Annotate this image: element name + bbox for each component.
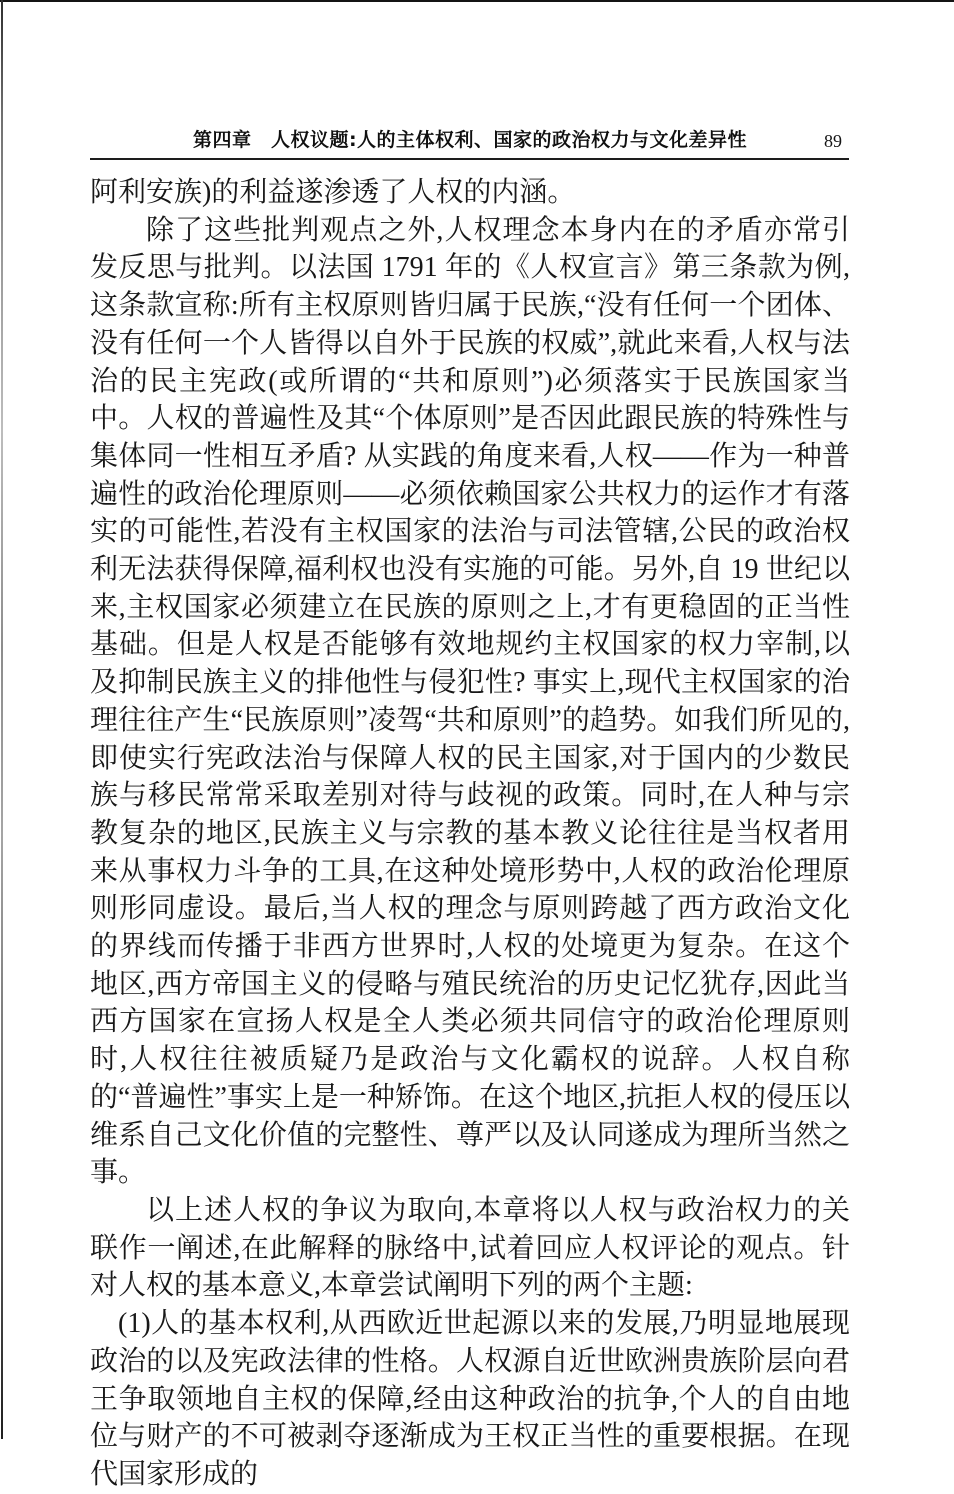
chapter-running-title: 第四章 人权议题:人的主体权利、国家的政治权力与文化差异性 [192, 129, 748, 151]
paragraph: 阿利安族)的利益遂渗透了人权的内涵。 [90, 177, 576, 208]
paragraph: (1)人的基本权利,从西欧近世起源以来的发展,乃明显地展现政治的以及宪政法律的性格。人权源自近世欧洲贵族阶层向君王争取领地自主权的保障,经由这种政治的抗争,个人的自由地位与财产的不可被剥夺逐渐成为王权正当性的重要根据。在现代国家形成的 [90, 1308, 850, 1490]
body-text [90, 174, 850, 1494]
scan-edge-left [1, 0, 3, 1439]
running-head [90, 128, 850, 154]
scan-edge-top [0, 0, 954, 2]
page-number: 89 [824, 131, 842, 151]
header-rule [90, 158, 849, 160]
paragraph: 除了这些批判观点之外,人权理念本身内在的矛盾亦常引发反思与批判。以法国 1791 年的《人权宣言》第三条款为例,这条款宣称:所有主权原则皆归属于民族,“没有任何一个团体、没有任何一个人皆得以自外于民族的权威”,就此来看,人权与法治的民主宪政(或所谓的“共和原则”)必须落实于民族国家当中。人权的普遍性及其“个体原则”是否因此跟民族的特殊性与集体同一性相互矛盾? 从实践的角度来看,人权——作为一种普遍性的政治伦理原则——必须依赖国家公共权力的运作才有落实的可能性,若没有主权国家的法治与司法管辖,公民的政治权利无法获得保障,福利权也没有实施的可能。另外,自 19 世纪以来,主权国家必须建立在民族的原则之上,才有更稳固的正当性基础。但是人权是否能够有效地规约主权国家的权力宰制,以及抑制民族主义的排他性与侵犯性? 事实上,现代主权国家的治理往往产生“民族原则”凌驾“共和原则”的趋势。如我们所见的,即使实行宪政法治与保障人权的民主国家,对于国内的少数民族与移民常常采取差别对待与歧视的政策。同时,在人种与宗教复杂的地区,民族主义与宗教的基本教义论往往是当权者用来从事权力斗争的工具,在这种处境形势中,人权的政治伦理原则形同虚设。最后,当人权的理念与原则跨越了西方政治文化的界线而传播于非西方世界时,人权的处境更为复杂。在这个地区,西方帝国主义的侵略与殖民统治的历史记忆犹存,因此当西方国家在宣扬人权是全人类必须共同信守的政治伦理原则时,人权往往被质疑乃是政治与文化霸权的说辞。人权自称的“普遍性”事实上是一种矫饰。在这个地区,抗拒人权的侵压以维系自己文化价值的完整性、尊严以及认同遂成为理所当然之事。 [90, 214, 850, 1189]
paragraph: 以上述人权的争议为取向,本章将以人权与政治权力的关联作一阐述,在此解释的脉络中,试着回应人权评论的观点。针对人权的基本意义,本章尝试阐明下列的两个主题: [90, 1194, 850, 1302]
